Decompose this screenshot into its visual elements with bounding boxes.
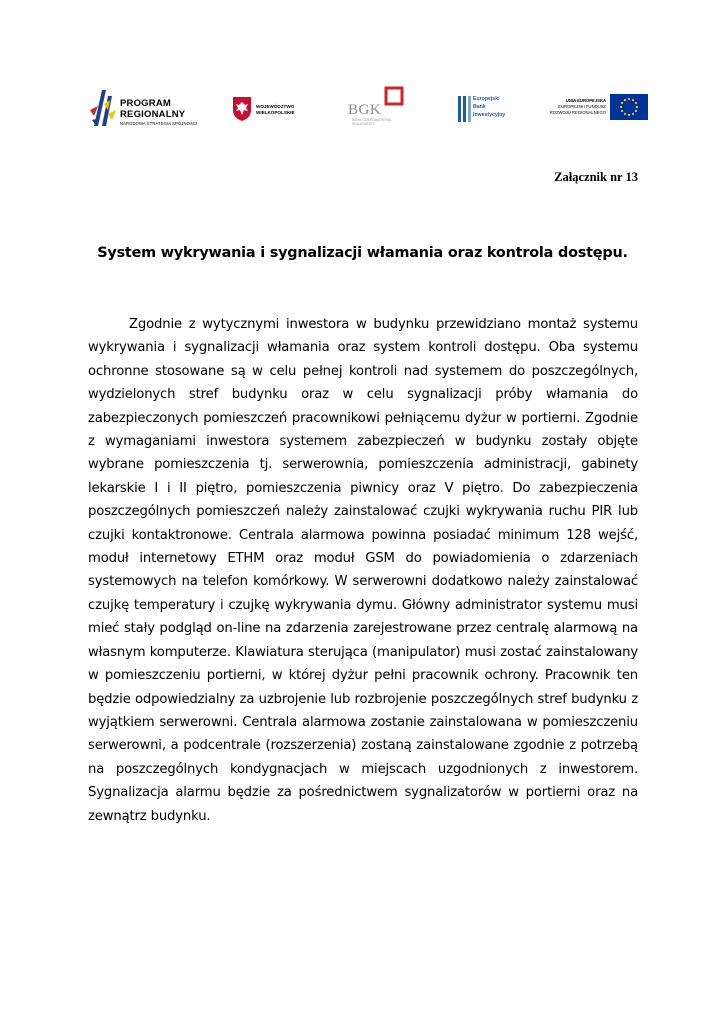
program-regionalny-logo: [88, 88, 203, 128]
eu-star-icon: [632, 99, 634, 101]
wojewodztwo-logo: [232, 94, 296, 126]
eu-line2: EUROPEJSKI FUNDUSZ: [558, 104, 606, 109]
body-paragraph: Zgodnie z wytycznymi inwestora w budynku przewidziano montaż systemu wykrywania i sygnalizacji włamania oraz system kontroli dostępu. Oba systemu ochronne stosowane są w celu pełnej kontroli nad systemem do poszczególnych, wydzielonych stref budynku oraz w celu sygnalizacji próby włamania do zabezpieczonych pomieszczeń pracownikowi pełniącemu dyżur w portierni. Zgodnie z wymaganiami inwestora systemem zabezpieczeń w budynku zostały objęte wybrane pomieszczenia tj. serwerownia, pomieszczenia administracji, gabinety lekarskie I i II piętro, pomieszczenia piwnicy oraz V piętro. Do zabezpieczenia poszczególnych pomieszczeń należy zainstalować czujki wykrywania ruchu PIR lub czujki kontaktronowe. Centrala alarmowa powinna posiadać minimum 128 wejść, moduł internetowy ETHM oraz moduł GSM do powiadomienia o zdarzeniach systemowych na telefon komórkowy. W serwerowni dodatkowo należy zainstalować czujkę temperatury i czujkę wykrywania dymu. Główny administrator systemu musi mieć stały podgląd on-line na zdarzenia zarejestrowane przez centralę alarmową na własnym komputerze. Klawiatura sterująca (manipulator) musi zostać zainstalowany w pomieszczeniu portierni, w której dyżur pełni pracownik ochrony. Pracownik ten będzie odpowiedzialny za uzbrojenie lub rozbrojenie poszczególnych stref budynku z wyjątkiem serwerowni. Centrala alarmowa zostanie zainstalowana w pomieszczeniu serwerowni, a podcentrale (rozszerzenia) zostaną zainstalowane zgodnie z potrzebą na poszczególnych kondygnacjach w miejscach uzgodnionych z inwestorem. Sygnalizacja alarmu będzie za pośrednictwem sygnalizatorów w portierni oraz na zewnątrz budynku.: [88, 317, 638, 824]
bgk-name: BGK: [348, 102, 382, 118]
eu-star-icon: [628, 114, 630, 116]
bgk-subtitle: BANK GOSPODARSTWA KRAJOWEGO: [352, 118, 392, 126]
eagle-shield-icon: [232, 96, 252, 122]
eib-line3: Inwestycyjny: [473, 112, 506, 118]
wojewodztwo-line2: WIELKOPOLSKIE: [256, 110, 295, 115]
eu-line1: UNIA EUROPEJSKA: [565, 98, 606, 103]
eib-line1: Europejski: [473, 96, 500, 102]
eu-star-icon: [624, 113, 626, 115]
annex-number: Załącznik nr 13: [554, 170, 638, 184]
eu-star-icon: [621, 102, 623, 104]
eu-star-icon: [624, 99, 626, 101]
program-regionalny-line2: REGIONALNY: [120, 109, 186, 120]
logo-bar: [88, 84, 648, 134]
eu-line3: ROZWOJU REGIONALNEGO: [549, 110, 606, 115]
program-regionalny-line3: NARODOWA STRATEGIA SPÓJNOŚCI: [120, 121, 198, 126]
eu-logo: [548, 94, 648, 124]
eu-star-icon: [621, 110, 623, 112]
bgk-square-icon: [384, 86, 404, 106]
eu-star-icon: [628, 98, 630, 100]
eib-logo: [458, 94, 538, 124]
eu-star-icon: [635, 110, 637, 112]
bgk-logo: [344, 84, 414, 134]
document-title: System wykrywania i sygnalizacji włamania oraz kontrola dostępu.: [97, 245, 628, 261]
eu-star-icon: [635, 102, 637, 104]
program-regionalny-line1: PROGRAM: [120, 98, 172, 109]
eib-line2: Bank: [473, 104, 486, 110]
eu-star-icon: [632, 113, 634, 115]
eu-star-icon: [620, 106, 622, 108]
eu-flag-icon: [610, 94, 648, 120]
program-regionalny-emblem-icon: [88, 88, 118, 128]
eu-star-icon: [636, 106, 638, 108]
wojewodztwo-line1: WOJEWÓDZTWO: [256, 104, 295, 109]
eib-bars-icon: [458, 96, 472, 122]
